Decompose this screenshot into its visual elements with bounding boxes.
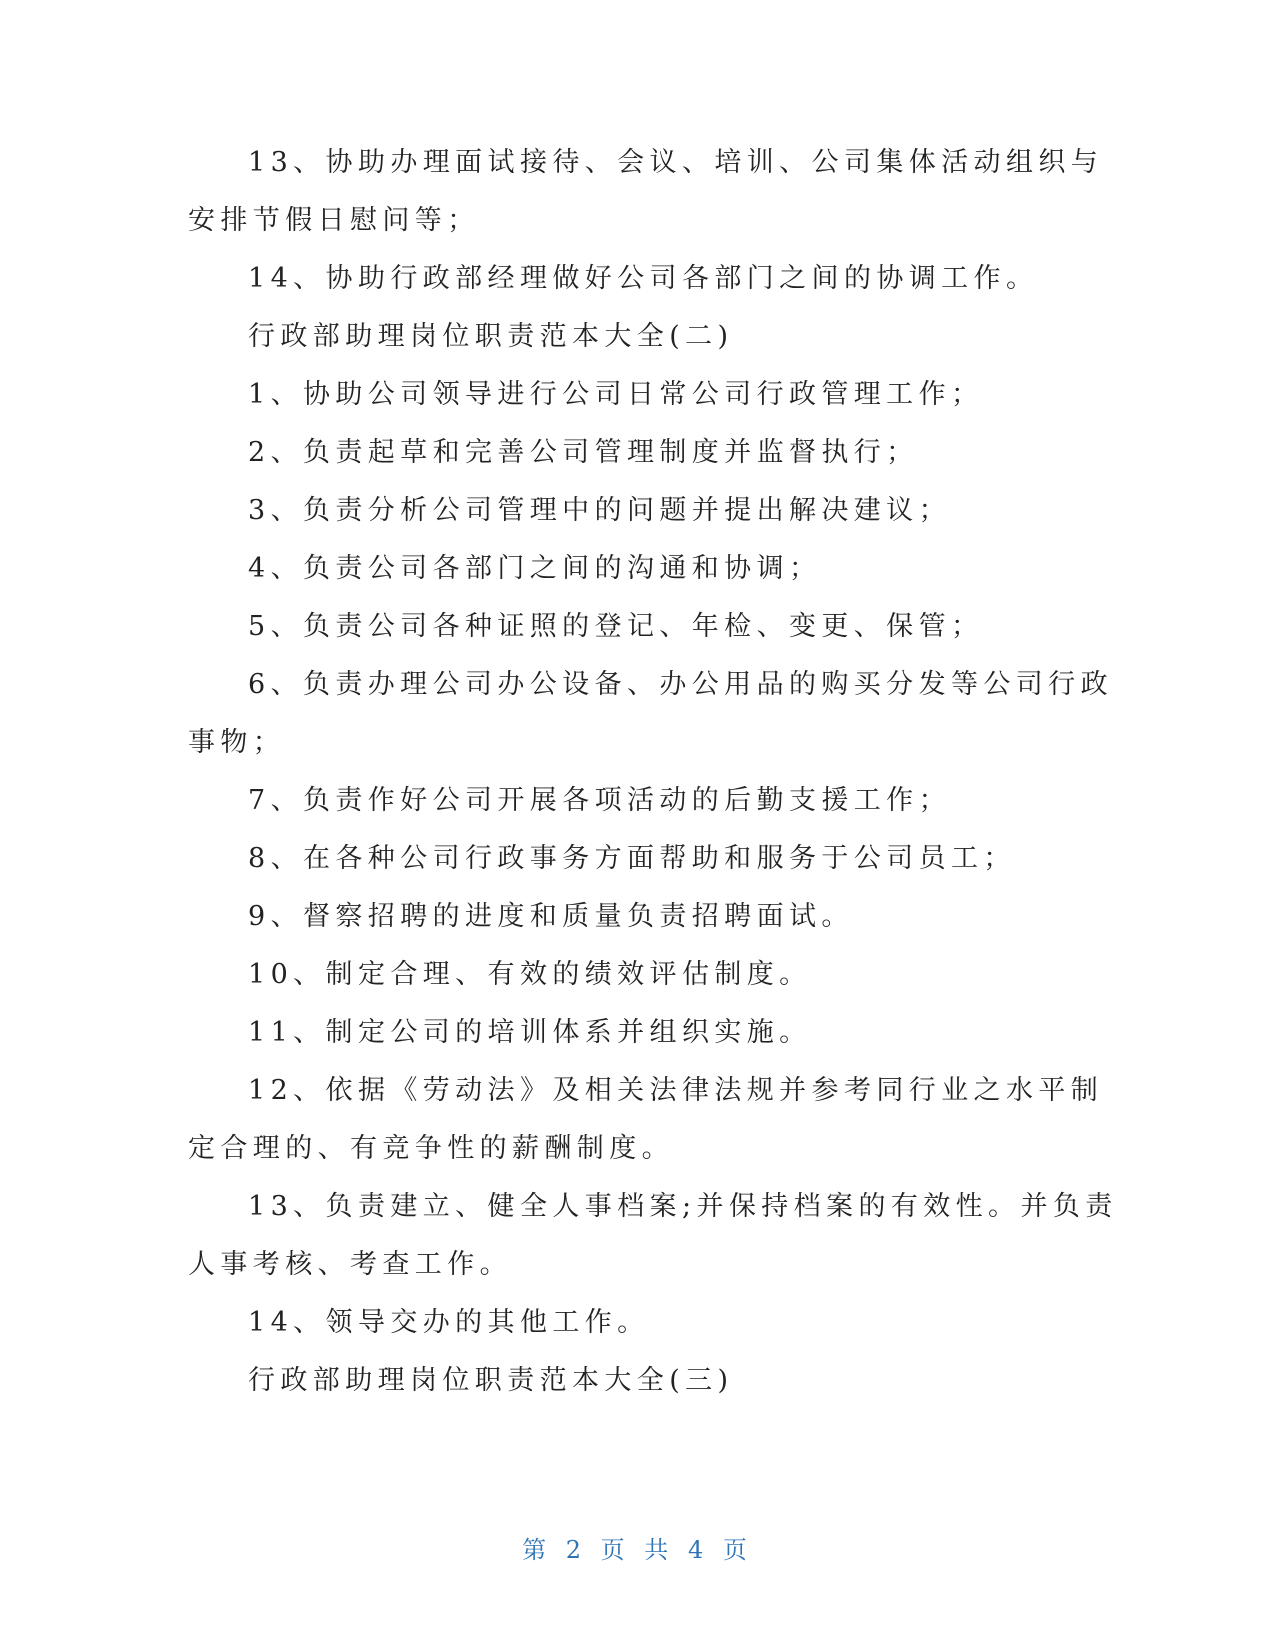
text-line-item-14: 14、领导交办的其他工作。 xyxy=(248,1307,650,1338)
text-line-item-6-cont: 事物； xyxy=(188,727,286,758)
text-line-item-6: 6、负责办理公司办公设备、办公用品的购买分发等公司行政 xyxy=(248,669,1113,700)
text-line-item-3: 3、负责分析公司管理中的问题并提出解决建议； xyxy=(248,495,951,526)
text-line-item-2: 2、负责起草和完善公司管理制度并监督执行； xyxy=(248,437,919,468)
text-line-item-14a: 14、协助行政部经理做好公司各部门之间的协调工作。 xyxy=(248,263,1039,294)
section-heading-3: 行政部助理岗位职责范本大全(三) xyxy=(248,1365,734,1396)
text-line-item-10: 10、制定合理、有效的绩效评估制度。 xyxy=(248,959,812,990)
text-line-item-13: 13、负责建立、健全人事档案;并保持档案的有效性。并负责 xyxy=(248,1191,1118,1222)
text-line-item-4: 4、负责公司各部门之间的沟通和协调； xyxy=(248,553,822,584)
text-line-item-5: 5、负责公司各种证照的登记、年检、变更、保管； xyxy=(248,611,984,642)
text-line-item-11: 11、制定公司的培训体系并组织实施。 xyxy=(248,1017,812,1048)
page-footer: 第 2 页 共 4 页 xyxy=(522,1536,753,1564)
text-line-item-9: 9、督察招聘的进度和质量负责招聘面试。 xyxy=(248,901,854,932)
text-line-item-12: 12、依据《劳动法》及相关法律法规并参考同行业之水平制 xyxy=(248,1075,1104,1106)
text-line-item-12-cont: 定合理的、有竞争性的薪酬制度。 xyxy=(188,1133,674,1164)
text-line-item-8: 8、在各种公司行政事务方面帮助和服务于公司员工； xyxy=(248,843,1016,874)
text-line-item-13a: 13、协助办理面试接待、会议、培训、公司集体活动组织与 xyxy=(248,147,1104,178)
section-heading-2: 行政部助理岗位职责范本大全(二) xyxy=(248,321,734,352)
text-line-item-13a-cont: 安排节假日慰问等； xyxy=(188,205,480,236)
text-line-item-1: 1、协助公司领导进行公司日常公司行政管理工作； xyxy=(248,379,984,410)
text-line-item-7: 7、负责作好公司开展各项活动的后勤支援工作； xyxy=(248,785,951,816)
text-line-item-13-cont: 人事考核、考查工作。 xyxy=(188,1249,512,1280)
